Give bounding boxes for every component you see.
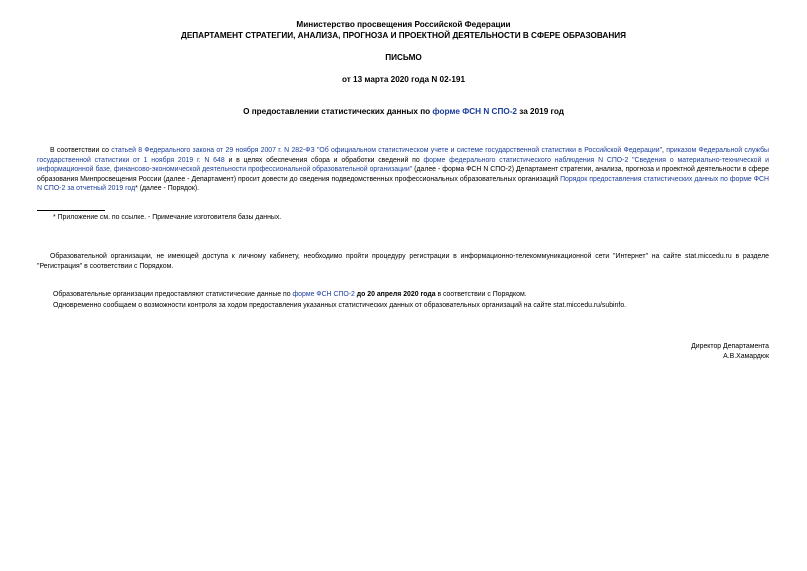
subject-form-link[interactable]: форме ФСН N СПО-2 xyxy=(432,107,517,116)
paragraph-monitoring: Одновременно сообщаем о возможности контроля за ходом предоставления указанных статистических данных от образовательных организаций на сайте stat.miccedu.ru/subinfo. xyxy=(53,302,627,309)
document-type: ПИСЬМО xyxy=(385,53,422,62)
footnote-separator xyxy=(37,210,105,211)
para1-text-1: В соответствии со xyxy=(50,147,112,154)
department-name: ДЕПАРТАМЕНТ СТРАТЕГИИ, АНАЛИЗА, ПРОГНОЗА И ПРОЕКТНОЙ ДЕЯТЕЛЬНОСТИ В СФЕРЕ ОБРАЗОВАНИЯ xyxy=(180,31,627,40)
ministry-name: Министерство просвещения Российской Федерации xyxy=(296,20,511,29)
subject-prefix: О предоставлении статистических данных по xyxy=(243,107,433,116)
form-spo2-short-link[interactable]: форме ФСН СПО-2 xyxy=(292,291,355,298)
form-spo2-link[interactable]: форме федерального статистического наблюдения N СПО-2 "Сведения о материально-технической и информационной базе, финансово-экономической деятельности профессиональной образовательной организации" xyxy=(37,156,769,174)
paragraph-deadline xyxy=(53,290,527,300)
para3-text-1: Образовательные организации предоставляют статистические данные по xyxy=(53,291,293,298)
signature-title: Директор Департамента xyxy=(691,343,769,350)
para1-text-2: , xyxy=(662,147,667,154)
federal-law-link[interactable]: статьей 8 Федерального закона от 29 ноября 2007 г. N 282-ФЗ "Об официальном статистическом учете и системе государственной статистики в Российской Федерации" xyxy=(111,147,663,154)
procedure-link[interactable]: Порядок предоставления статистических данных по форме ФСН N СПО-2 за отчетный 2019 год xyxy=(37,175,769,193)
para3-text-2: в соответствии с Порядком. xyxy=(435,291,527,298)
rosstat-order-link[interactable]: приказом Федеральной службы государственной статистики от 1 ноября 2019 г. N 648 xyxy=(37,147,769,164)
para1-text-4: (далее - форма ФСН N СПО-2) Департамент стратегии, анализа, прогноза и проектной деятельности в сфере образования Минпросвещения России (далее - Департамент) просит довести до сведения подведомственных профессиональных образовательных организаций xyxy=(37,166,769,183)
paragraph-registration: Образовательной организации, не имеющей доступа к личному кабинету, необходимо пройти процедуру регистрации в информационно-телекоммуникационной сети "Интернет" на сайте stat.miccedu.ru в разделе "Регистрация" в соответствии с Порядком. xyxy=(37,253,769,270)
footnote: * Приложение см. по ссылке. - Примечание изготовителя базы данных. xyxy=(53,214,282,221)
para1-text-3: и в целях обеспечения сбора и обработки сведений по xyxy=(224,156,424,164)
document-subject xyxy=(0,106,807,117)
deadline-date: до 20 апреля 2020 года xyxy=(354,291,436,298)
document-date-number: от 13 марта 2020 года N 02-191 xyxy=(341,75,466,84)
paragraph-intro xyxy=(37,146,769,194)
subject-suffix: за 2019 год xyxy=(516,107,564,116)
para1-text-5: * (далее - Порядок). xyxy=(135,185,200,193)
signature-name: А.В.Хамардюк xyxy=(723,353,769,360)
